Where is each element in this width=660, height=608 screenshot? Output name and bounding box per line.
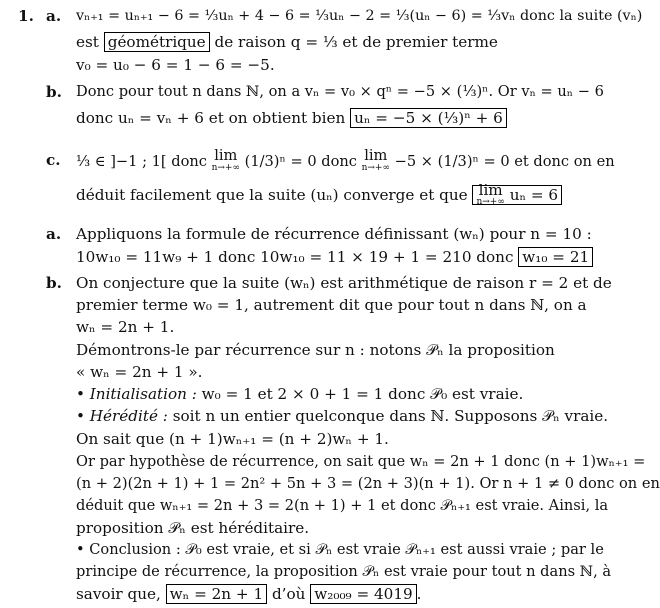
item-2b-line14: principe de récurrence, la proposition 𝒫ₙ est vraie pour tout n dans ℕ, à [76, 563, 612, 580]
item-1a-label: a. [46, 7, 62, 25]
item-1b-line1: Donc pour tout n dans ℕ, on a vₙ = v₀ × qⁿ = −5 × (⅓)ⁿ. Or vₙ = uₙ − 6 [76, 83, 604, 100]
item-2b-line1: On conjecture que la suite (wₙ) est arithmétique de raison r = 2 et de [76, 274, 612, 292]
item-2b-line13: • Conclusion : 𝒫₀ est vraie, et si 𝒫ₙ est vraie 𝒫ₙ₊₁ est aussi vraie ; par le [76, 541, 604, 558]
item-1a-line1: vₙ₊₁ = uₙ₊₁ − 6 = ⅓uₙ + 4 − 6 = ⅓uₙ − 2 = ⅓(uₙ − 6) = ⅓vₙ donc la suite (vₙ) [76, 8, 643, 24]
label: • Hérédité : [76, 407, 168, 425]
item-2a-line2 [76, 247, 593, 267]
item-2b-heredite [76, 406, 608, 426]
limit-operator: lim n→+∞ [361, 147, 390, 173]
item-2b-line3: wₙ = 2n + 1. [76, 318, 175, 336]
item-2b-initialisation [76, 384, 523, 404]
text: de raison q = ⅓ et de premier terme [214, 33, 498, 51]
item-2b-line15 [76, 584, 421, 604]
answer-box: lim n→+∞ uₙ = 6 [472, 185, 562, 205]
text: d’où [271, 585, 306, 603]
item-1b-label: b. [46, 83, 62, 101]
item-1a-line2 [76, 32, 498, 52]
label: • Initialisation : [76, 385, 197, 403]
text: w₀ = 1 et 2 × 0 + 1 = 1 donc 𝒫₀ est vraie. [201, 385, 524, 403]
item-1a-line3: v₀ = u₀ − 6 = 1 − 6 = −5. [76, 56, 275, 74]
answer-box: w₂₀₀₉ = 4019 [310, 584, 416, 604]
item-2b-line5: « wₙ = 2n + 1 ». [76, 363, 203, 381]
text: savoir que, [76, 585, 161, 603]
text: . [416, 585, 422, 603]
text: donc uₙ = vₙ + 6 et on obtient bien [76, 109, 346, 127]
limit-operator: lim n→+∞ [476, 181, 505, 207]
item-2b-line9: Or par hypothèse de récurrence, on sait que wₙ = 2n + 1 donc (n + 1)wₙ₊₁ = [76, 453, 646, 470]
answer-box: wₙ = 2n + 1 [166, 584, 267, 604]
text: est [76, 33, 99, 51]
item-2b-line2: premier terme w₀ = 1, autrement dit que pour tout n dans ℕ, on a [76, 296, 587, 314]
text: (1/3)ⁿ = 0 donc [244, 153, 357, 170]
item-2b-line11: déduit que wₙ₊₁ = 2n + 3 = 2(n + 1) + 1 et donc 𝒫ₙ₊₁ est vraie. Ainsi, la [76, 497, 609, 514]
item-2b-line12: proposition 𝒫ₙ est héréditaire. [76, 519, 310, 537]
item-2b-line4: Démontrons-le par récurrence sur n : notons 𝒫ₙ la proposition [76, 341, 555, 359]
item-1b-line2 [76, 108, 507, 128]
item-2b-line8: On sait que (n + 1)wₙ₊₁ = (n + 2)wₙ + 1. [76, 430, 389, 448]
item-1c-label: c. [46, 151, 61, 169]
text: déduit facilement que la suite (uₙ) converge et que [76, 186, 468, 204]
text: ⅓ ∈ ]−1 ; 1[ donc [76, 153, 207, 170]
item-1c-line1 [76, 147, 615, 174]
answer-box: uₙ = −5 × (⅓)ⁿ + 6 [350, 108, 507, 128]
item-2a-line1: Appliquons la formule de récurrence définissant (wₙ) pour n = 10 : [76, 225, 592, 243]
text: 10w₁₀ = 11w₉ + 1 donc 10w₁₀ = 11 × 19 + 1 = 210 donc [76, 248, 514, 266]
item-2a-label: a. [46, 225, 62, 243]
answer-box: géométrique [104, 32, 210, 52]
item-1c-line2 [76, 181, 562, 208]
limit-operator: lim n→+∞ [211, 147, 240, 173]
item-2b-label: b. [46, 274, 62, 292]
item-2b-line10: (n + 2)(2n + 1) + 1 = 2n² + 5n + 3 = (2n + 3)(n + 1). Or n + 1 ≠ 0 donc on en [76, 475, 660, 492]
text: soit n un entier quelconque dans ℕ. Supposons 𝒫ₙ vraie. [172, 407, 609, 425]
answer-box: w₁₀ = 21 [518, 247, 593, 267]
section-number: 1. [18, 7, 34, 25]
text: −5 × (1/3)ⁿ = 0 et donc on en [394, 153, 615, 170]
